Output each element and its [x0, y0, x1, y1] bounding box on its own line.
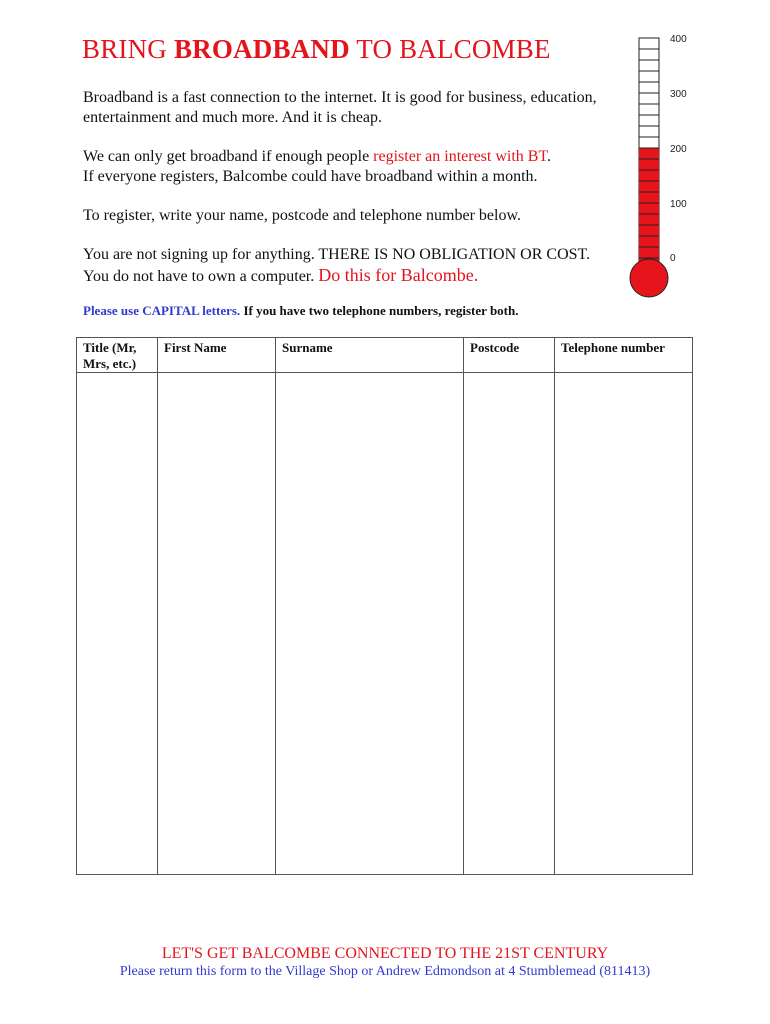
instructions-capitals: Please use CAPITAL letters.: [83, 303, 241, 318]
register-text-c: .: [547, 148, 552, 165]
intro-line-2: entertainment and much more. And it is cheap.: [83, 109, 383, 126]
instructions: [83, 303, 518, 319]
title-part-1: BRING: [82, 34, 174, 64]
register-text-a: We can only get broadband if enough people: [83, 148, 374, 165]
thermometer-fill: [639, 148, 659, 266]
thermometer-gauge: [628, 30, 698, 300]
footer-slogan: LET'S GET BALCOMBE CONNECTED TO THE 21ST CENTURY: [161, 945, 609, 962]
register-highlight: register an interest with BT: [373, 148, 548, 165]
thermometer-graphic: [628, 30, 698, 300]
register-line-1: [83, 147, 551, 167]
page-title: [82, 34, 551, 65]
thermometer-bulb: [630, 259, 668, 297]
header-surname: Surname: [282, 340, 333, 355]
tick-label-400: 400: [670, 34, 687, 45]
thermometer-segments: [639, 38, 659, 258]
column-postcode[interactable]: [464, 338, 555, 874]
column-first-name[interactable]: [158, 338, 276, 874]
header-title: Title (Mr, Mrs, etc.): [83, 340, 137, 371]
intro-line-1: Broadband is a fast connection to the internet. It is good for business, education,: [83, 89, 597, 106]
title-part-2: BROADBAND: [173, 34, 350, 64]
registration-table: [76, 337, 693, 875]
tick-label-200: 200: [670, 144, 687, 155]
obligation-line-2: [83, 265, 478, 287]
how-to-register: To register, write your name, postcode and telephone number below.: [83, 207, 521, 224]
column-title[interactable]: [77, 338, 158, 874]
header-telephone: Telephone number: [561, 340, 665, 355]
header-postcode: Postcode: [470, 340, 520, 355]
footer-return-note: Please return this form to the Village Shop or Andrew Edmondson at 4 Stumblemead (811413): [119, 964, 651, 979]
tick-label-0: 0: [670, 253, 676, 264]
obligation-line-1: You are not signing up for anything. THERE IS NO OBLIGATION OR COST.: [83, 246, 591, 263]
instructions-phone: If you have two telephone numbers, register both.: [240, 303, 519, 318]
title-part-3: TO BALCOMBE: [349, 34, 551, 64]
tick-label-100: 100: [670, 199, 687, 210]
register-line-2: If everyone registers, Balcombe could have broadband within a month.: [83, 168, 538, 185]
obligation-highlight: Do this for Balcombe.: [318, 265, 479, 285]
column-surname[interactable]: [276, 338, 464, 874]
obligation-text: You do not have to own a computer.: [83, 268, 319, 285]
header-first-name: First Name: [164, 340, 227, 355]
tick-label-300: 300: [670, 89, 687, 100]
